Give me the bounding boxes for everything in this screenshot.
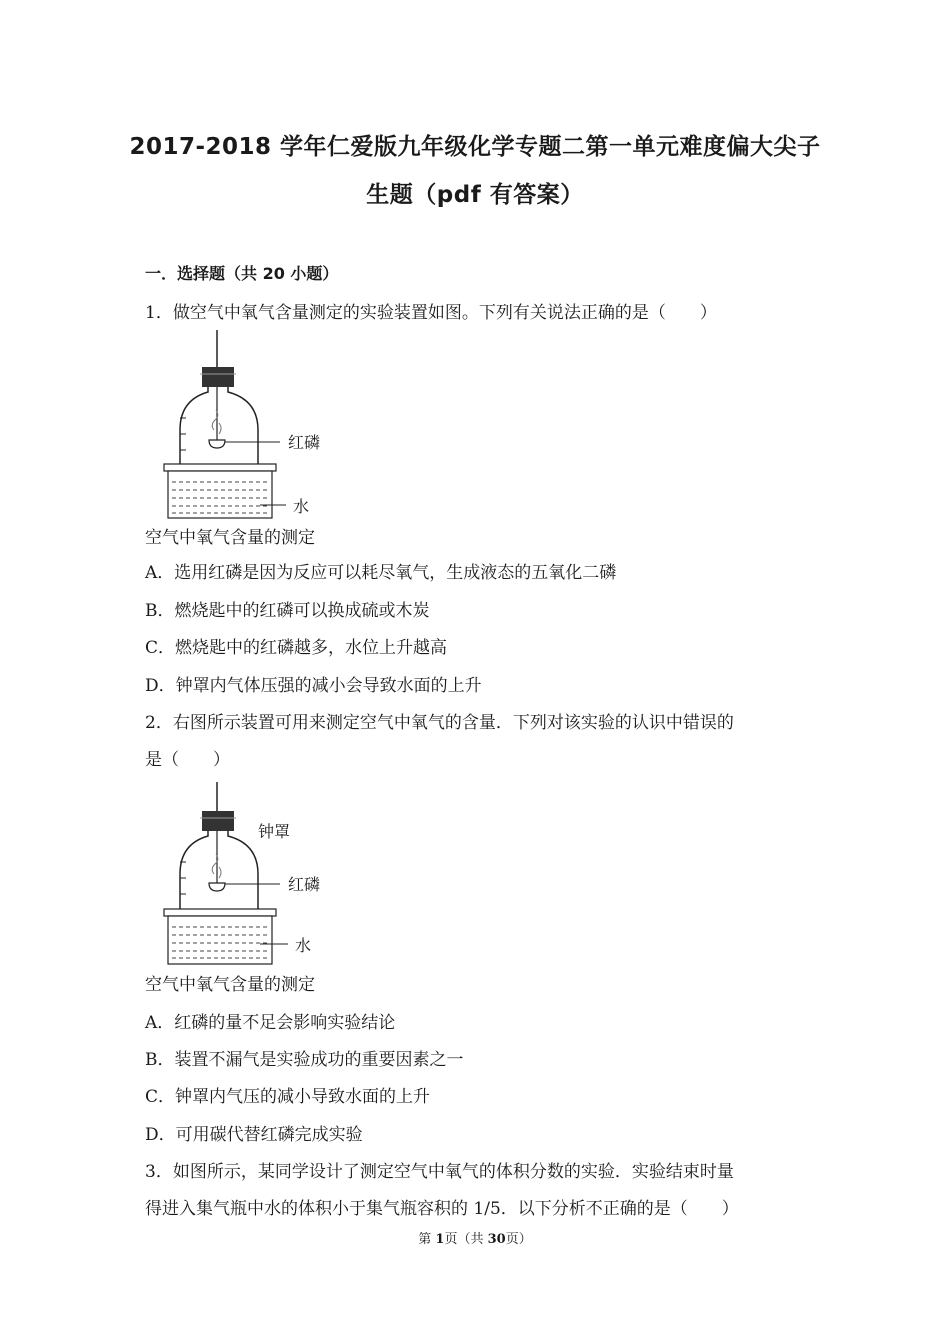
q2-stem-line1: 2．右图所示装置可用来测定空气中氧气的含量．下列对该实验的认识中错误的 <box>145 713 734 733</box>
footer-suffix: 页） <box>505 1232 532 1247</box>
label-water: 水 <box>295 936 312 955</box>
footer-total-pages: 30 <box>487 1232 506 1247</box>
q1-option-b: B．燃烧匙中的红磷可以换成硫或木炭 <box>145 601 430 621</box>
q1-option-a: A．选用红磷是因为反应可以耗尽氧气，生成液态的五氧化二磷 <box>145 563 617 583</box>
label-phosphorus: 红磷 <box>288 433 321 452</box>
document-title-line2: 生题（pdf 有答案） <box>366 182 584 208</box>
footer-page-number: 1 <box>435 1232 445 1247</box>
q1-apparatus-figure <box>160 330 340 522</box>
label-water: 水 <box>293 497 310 516</box>
q1-figure-caption: 空气中氧气含量的测定 <box>145 528 315 548</box>
label-phosphorus: 红磷 <box>288 875 321 894</box>
footer-middle: 页（共 <box>444 1232 488 1247</box>
q1-stem: 1．做空气中氧气含量测定的实验装置如图。下列有关说法正确的是（ ） <box>145 303 717 323</box>
q2-option-b: B．装置不漏气是实验成功的重要因素之一 <box>145 1050 464 1070</box>
q2-option-a: A．红磷的量不足会影响实验结论 <box>145 1013 396 1033</box>
document-title-line1: 2017-2018 学年仁爱版九年级化学专题二第一单元难度偏大尖子 <box>129 134 821 160</box>
q2-apparatus-figure <box>160 782 350 968</box>
q1-option-c: C．燃烧匙中的红磷越多，水位上升越高 <box>145 638 448 658</box>
q2-stem-line2: 是（ ） <box>145 750 230 770</box>
section-heading: 一．选择题（共 20 小题） <box>145 264 339 283</box>
q2-figure-caption: 空气中氧气含量的测定 <box>145 975 315 995</box>
q3-stem-line2: 得进入集气瓶中水的体积小于集气瓶容积的 1/5．以下分析不正确的是（ ） <box>145 1199 739 1219</box>
q1-option-d: D．钟罩内气体压强的减小会导致水面的上升 <box>145 676 482 696</box>
q3-stem-line1: 3．如图所示，某同学设计了测定空气中氧气的体积分数的实验．实验结束时量 <box>145 1162 734 1182</box>
page-footer <box>0 1228 950 1247</box>
q2-option-c: C．钟罩内气压的减小导致水面的上升 <box>145 1087 431 1107</box>
footer-prefix: 第 <box>418 1232 436 1247</box>
label-bell-jar: 钟罩 <box>258 822 291 841</box>
q2-option-d: D．可用碳代替红磷完成实验 <box>145 1125 363 1145</box>
